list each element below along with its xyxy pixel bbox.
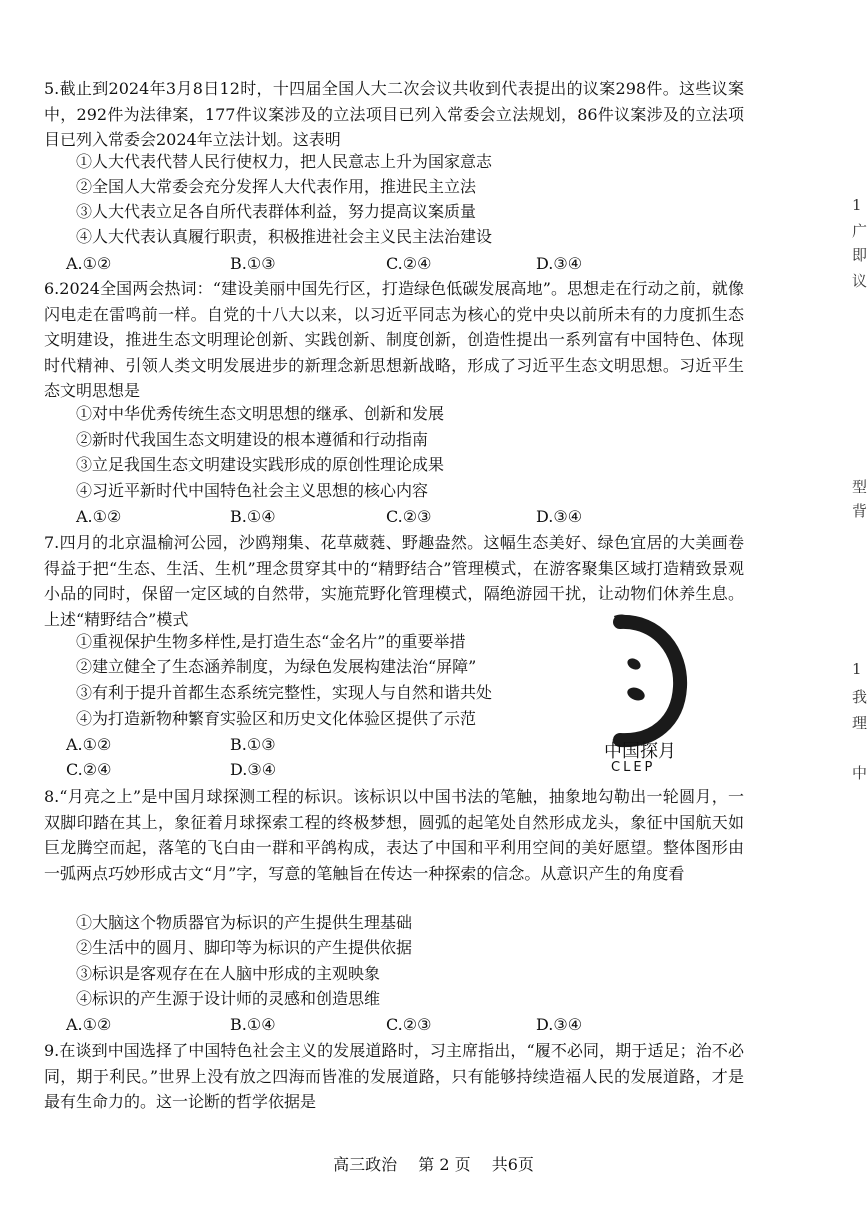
q5-answer-b: B.①③ xyxy=(230,254,276,273)
q8-answer-a: A.①② xyxy=(66,1015,112,1034)
q5-answer-c: C.②④ xyxy=(386,254,432,273)
margin-char: 1 xyxy=(852,660,862,678)
q8-answer-d: D.③④ xyxy=(536,1015,583,1034)
margin-char: 广 xyxy=(852,222,867,240)
margin-char: 我 xyxy=(852,688,867,706)
q8-option-2: ②生活中的圆月、脚印等为标识的产生提供依据 xyxy=(76,938,413,957)
q6-answer-c: C.②③ xyxy=(386,507,432,526)
margin-char: 议 xyxy=(852,272,867,290)
q8-option-4: ④标识的产生源于设计师的灵感和创造思维 xyxy=(76,989,381,1008)
q6-answer-d: D.③④ xyxy=(536,507,583,526)
q7-option-2: ②建立健全了生态涵养制度，为绿色发展构建法治“屏障” xyxy=(76,657,477,676)
q5-answer-d: D.③④ xyxy=(536,254,583,273)
q6-option-1: ①对中华优秀传统生态文明思想的继承、创新和发展 xyxy=(76,404,445,423)
margin-char: 型 xyxy=(852,478,867,496)
question-9-stem: 9.在谈到中国选择了中国特色社会主义的发展道路时，习主席指出，“履不必同，期于适足；治不必同，期于利民。”世界上没有放之四海而皆准的发展道路，只有能够持续造福人民的发展道路，才是最有生命力的。这一论断的哲学依据是 xyxy=(44,1041,744,1111)
page-footer xyxy=(0,1152,867,1175)
q8-answer-b: B.①④ xyxy=(230,1015,276,1034)
q5-option-3: ③人大代表立足各自所代表群体利益，努力提高议案质量 xyxy=(76,202,477,221)
margin-char: 理 xyxy=(852,714,867,732)
logo-chinese-caption: 中国探月 xyxy=(604,741,676,762)
q8-option-1: ①大脑这个物质器官为标识的产生提供生理基础 xyxy=(76,913,413,932)
q7-answer-d: D.③④ xyxy=(230,760,277,779)
footer-subject: 高三政治 xyxy=(333,1155,398,1174)
q8-option-3: ③标识是客观存在在人脑中形成的主观映象 xyxy=(76,964,381,983)
question-7-stem: 7.四月的北京温榆河公园，沙鸥翔集、花草葳蕤、野趣盎然。这幅生态美好、绿色宜居的大美画卷得益于把“生态、生活、生机”理念贯穿其中的“精野结合”管理模式，在游客聚集区域打造精致景观小品的同时，保留一定区域的自然带，实施荒野化管理模式，隔绝游园干扰，让动物们休养生息。上述“精野结合”模式 xyxy=(44,533,744,629)
q6-answer-a: A.①② xyxy=(76,507,122,526)
q7-option-1: ①重视保护生物多样性,是打造生态“金名片”的重要举措 xyxy=(76,632,466,651)
q6-answer-b: B.①④ xyxy=(230,507,276,526)
q7-option-3: ③有利于提升首都生态系统完整性，实现人与自然和谐共处 xyxy=(76,683,493,702)
q7-option-4: ④为打造新物种繁育实验区和历史文化体验区提供了示范 xyxy=(76,709,477,728)
q6-option-3: ③立足我国生态文明建设实践形成的原创性理论成果 xyxy=(76,455,445,474)
margin-char: 1 xyxy=(852,196,862,214)
q7-answer-c: C.②④ xyxy=(66,760,112,779)
margin-char: 中 xyxy=(852,764,867,782)
q8-answer-c: C.②③ xyxy=(386,1015,432,1034)
question-8-stem: 8.“月亮之上”是中国月球探测工程的标识。该标识以中国书法的笔触，抽象地勾勒出一轮圆月，一双脚印踏在其上，象征着月球探索工程的终极梦想，圆弧的起笔处自然形成龙头，象征中国航天如巨龙腾空而起，落笔的飞白由一群和平鸽构成，表达了中国和平利用空间的美好愿望。整体图形由一弧两点巧妙形成古文“月”字，写意的笔触旨在传达一种探索的信念。从意识产生的角度看 xyxy=(44,787,744,883)
margin-char: 即 xyxy=(852,246,867,264)
q7-answer-a: A.①② xyxy=(66,735,112,754)
q7-answer-b: B.①③ xyxy=(230,735,276,754)
question-5-stem: 5.截止到2024年3月8日12时，十四届全国人大二次会议共收到代表提出的议案298件。这些议案中，292件为法律案，177件议案涉及的立法项目已列入常委会立法规划，86件议案涉及的立法项目已列入常委会2024年立法计划。这表明 xyxy=(44,79,744,149)
q6-option-4: ④习近平新时代中国特色社会主义思想的核心内容 xyxy=(76,481,429,500)
question-6-stem: 6.2024全国两会热词：“建设美丽中国先行区，打造绿色低碳发展高地”。思想走在行动之前，就像闪电走在雷鸣前一样。自党的十八大以来，以习近平同志为核心的党中央以前所未有的力度抓生态文明建设，推进生态文明理论创新、实践创新、制度创新，创造性提出一系列富有中国特色、体现时代精神、引领人类文明发展进步的新理念新思想新战略，形成了习近平生态文明思想。习近平生态文明思想是 xyxy=(44,279,744,400)
footer-page-number: 第 2 页 xyxy=(418,1155,471,1174)
q5-option-4: ④人大代表认真履行职责，积极推进社会主义民主法治建设 xyxy=(76,227,493,246)
q5-answer-a: A.①② xyxy=(66,254,112,273)
q5-option-1: ①人大代表代替人民行使权力，把人民意志上升为国家意志 xyxy=(76,152,493,171)
logo-english-caption: CLEP xyxy=(611,760,656,775)
margin-char: 背 xyxy=(852,502,867,520)
q5-option-2: ②全国人大常委会充分发挥人大代表作用，推进民主立法 xyxy=(76,177,477,196)
q6-option-2: ②新时代我国生态文明建设的根本遵循和行动指南 xyxy=(76,430,429,449)
footer-total-pages: 共6页 xyxy=(491,1155,534,1174)
